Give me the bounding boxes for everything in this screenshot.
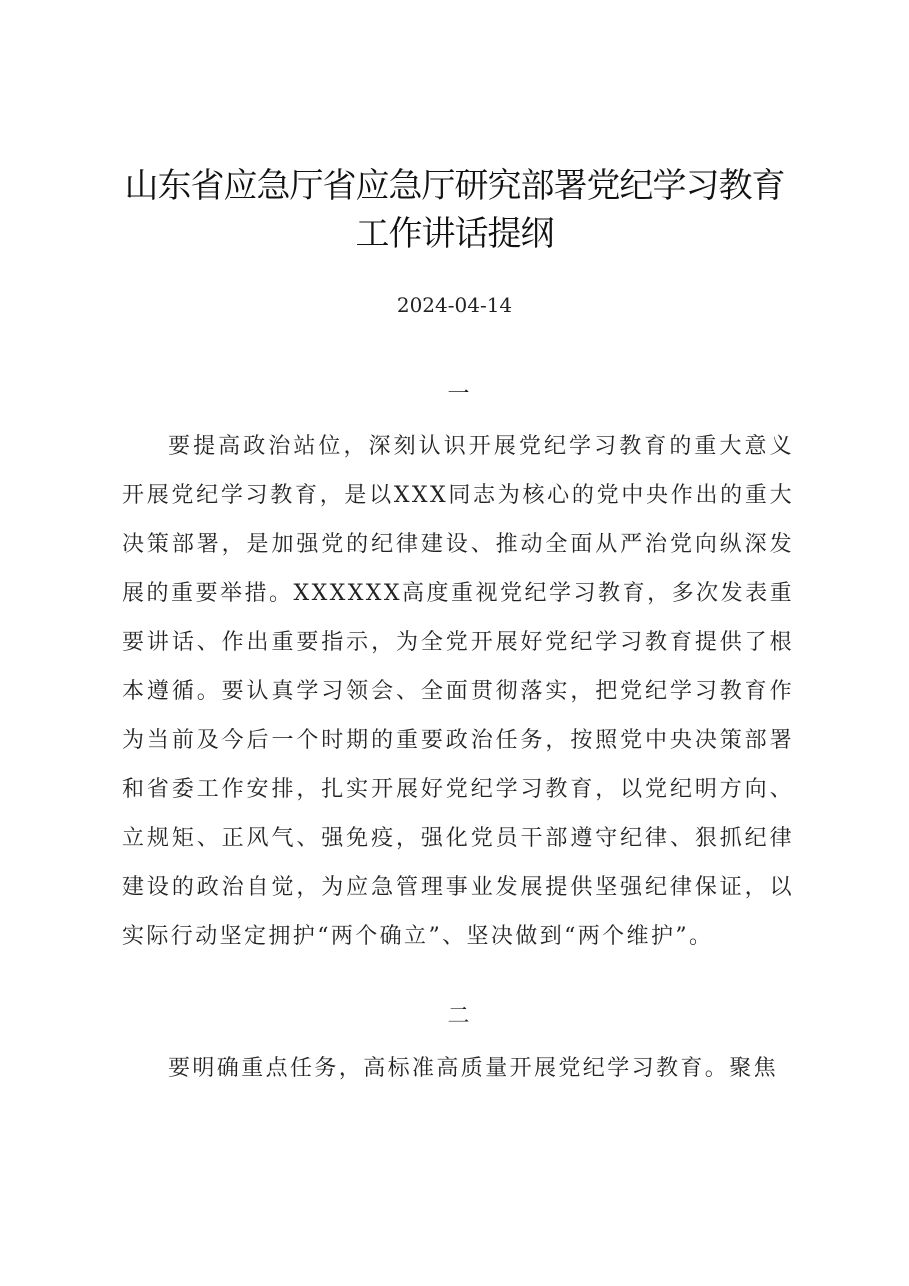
document-date: 2024-04-14 — [396, 293, 513, 317]
section-heading-1: 一 — [447, 382, 470, 407]
document-title-line1: 山东省应急厅省应急厅研究部署党纪学习教育 — [124, 166, 785, 206]
section-heading-2: 二 — [447, 1004, 470, 1029]
document-title-line2: 工作讲话提纲 — [355, 214, 554, 254]
section-paragraph-2: 要明确重点任务，高标准高质量开展党纪学习教育。聚焦 — [168, 1056, 779, 1081]
section-paragraph-1: 要提高政治站位，深刻认识开展党纪学习教育的重大意义开展党纪学习教育，是以XXX同志为核心的党中央作出的重大决策部署，是加强党的纪律建设、推动全面从严治党向纵深发展的重要举措。XXXXXX高度重视党纪学习教育，多次发表重要讲话、作出重要指示，为全党开展好党纪学习教育提供了根本遵循。要认真学习领会、全面贯彻落实，把党纪学习教育作为当前及今后一个时期的重要政治任务，按照党中央决策部署和省委工作安排，扎实开展好党纪学习教育，以党纪明方向、立规矩、正风气、强免疫，强化党员干部遵守纪律、狠抓纪律建设的政治自觉，为应急管理事业发展提供坚强纪律保证，以实际行动坚定拥护“两个确立”、坚决做到“两个维护”。 — [122, 434, 794, 949]
